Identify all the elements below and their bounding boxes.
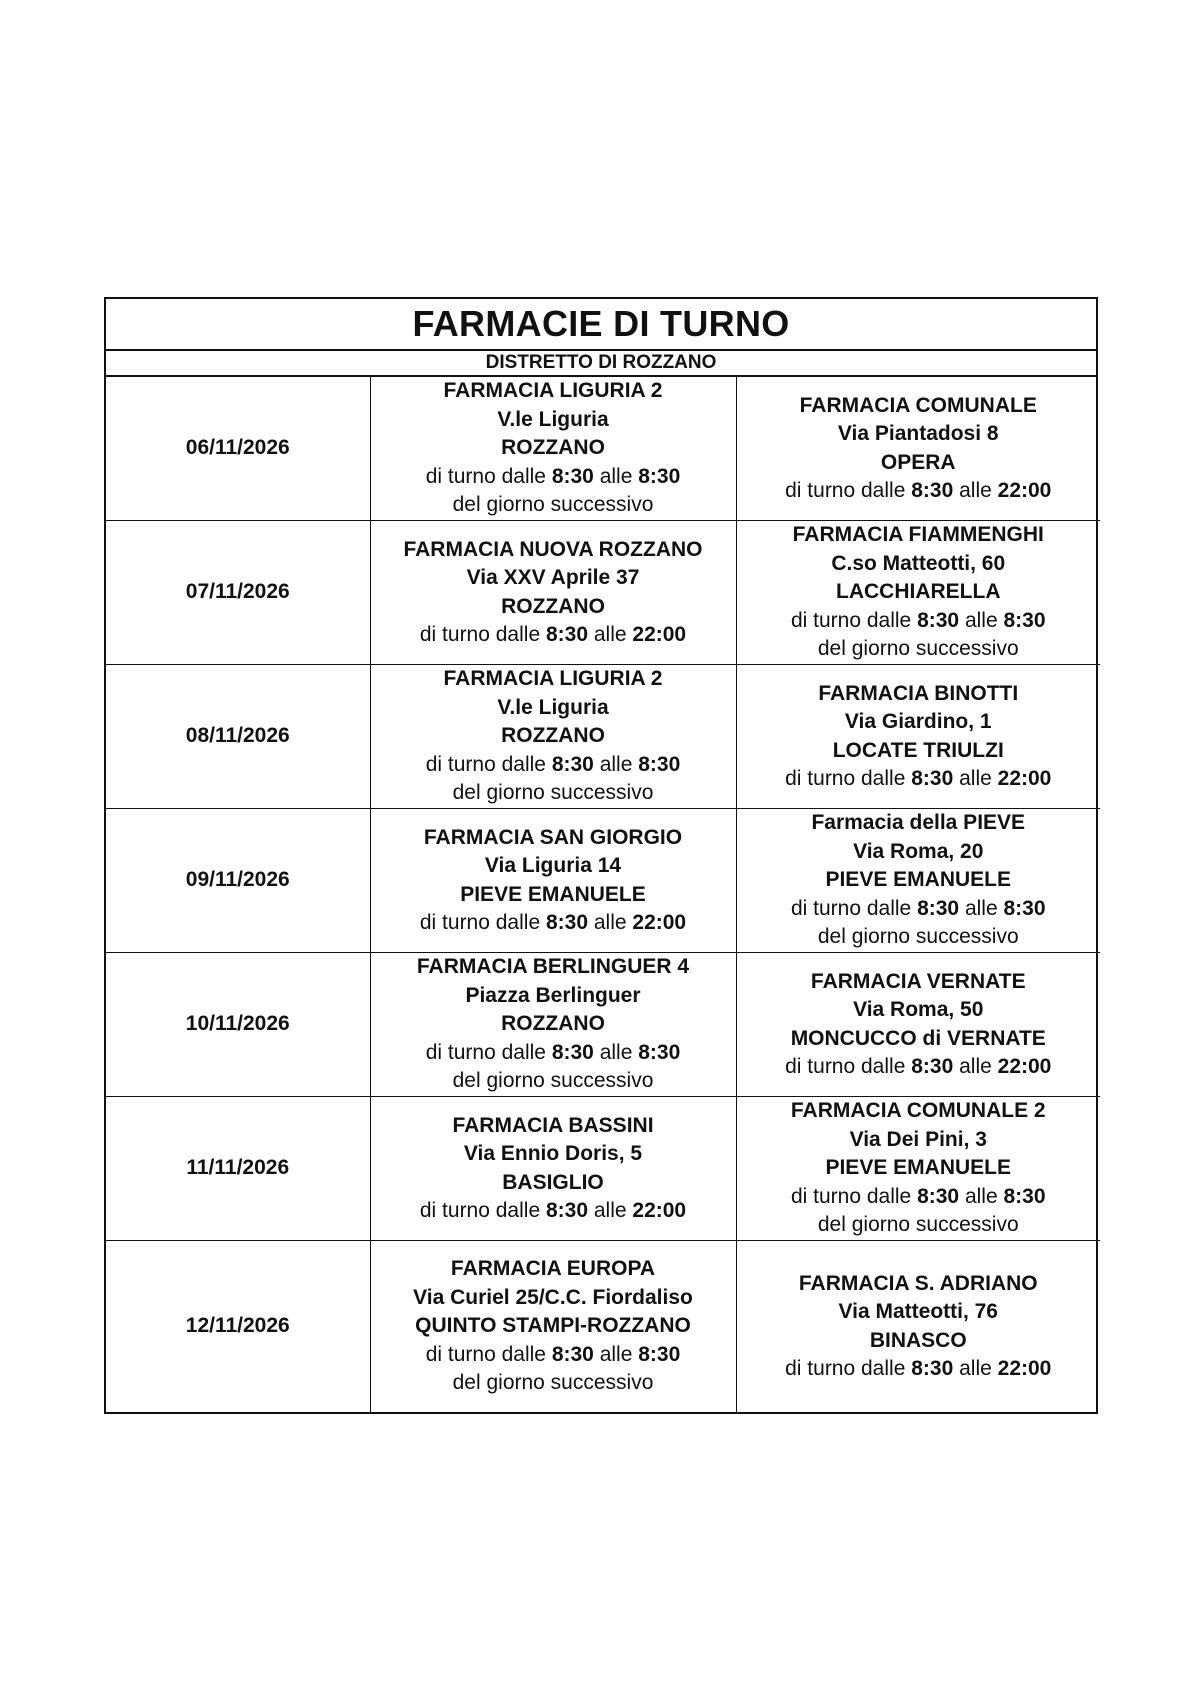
- pharmacy-name: FARMACIA SAN GIORGIO: [423, 825, 683, 849]
- hours-note: del giorno successivo: [817, 925, 1019, 949]
- pharmacy-name: FARMACIA NUOVA ROZZANO: [403, 537, 703, 561]
- pharmacy-cell: [370, 809, 736, 953]
- hours-prefix: di turno dalle: [419, 623, 541, 646]
- hours-prefix: di turno dalle: [425, 1342, 546, 1366]
- pharmacy-address: Via Piantadosi 8: [837, 422, 999, 445]
- hours-to: 8:30: [638, 1342, 681, 1366]
- pharmacy-name: FARMACIA FIAMMENGHI: [792, 523, 1044, 547]
- hours-to: 8:30: [1003, 1184, 1046, 1208]
- table-row: [106, 521, 1100, 665]
- hours-mid: alle: [593, 1199, 627, 1222]
- opening-hours: [737, 895, 1101, 924]
- hours-note: del giorno successivo: [452, 1371, 654, 1395]
- date-cell: 06/11/2026: [106, 377, 370, 521]
- opening-hours: [371, 621, 736, 650]
- pharmacy-cell: [736, 665, 1100, 809]
- hours-from: 8:30: [551, 1040, 594, 1064]
- pharmacy-cell: [370, 521, 736, 665]
- pharmacy-address: Via Dei Pini, 3: [849, 1127, 987, 1151]
- hours-from: 8:30: [545, 1199, 588, 1222]
- pharmacy-city: PIEVE EMANUELE: [825, 1156, 1012, 1180]
- pharmacy-cell: [736, 809, 1100, 953]
- pharmacy-cell: [736, 521, 1100, 665]
- hours-from: 8:30: [917, 896, 960, 920]
- pharmacy-address: Via Roma, 20: [853, 839, 984, 863]
- hours-from: 8:30: [911, 479, 954, 502]
- pharmacy-name: FARMACIA COMUNALE 2: [790, 1099, 1046, 1123]
- pharmacy-address: Via Curiel 25/C.C. Fiordaliso: [413, 1285, 693, 1309]
- hours-from: 8:30: [545, 623, 588, 646]
- pharmacy-address: V.le Liguria: [497, 407, 609, 431]
- hours-to: 22:00: [632, 623, 687, 646]
- hours-prefix: di turno dalle: [790, 896, 912, 920]
- hours-to: 22:00: [997, 479, 1052, 502]
- hours-to: 8:30: [638, 1040, 681, 1064]
- pharmacy-name: FARMACIA VERNATE: [810, 969, 1026, 993]
- hours-from: 8:30: [545, 911, 588, 934]
- schedule-table: [106, 377, 1100, 1412]
- opening-hours: [371, 1039, 736, 1068]
- hours-prefix: di turno dalle: [790, 1184, 912, 1208]
- opening-hours: [371, 751, 736, 780]
- hours-prefix: di turno dalle: [785, 767, 906, 790]
- table-row: [106, 1097, 1100, 1241]
- pharmacy-name: FARMACIA BASSINI: [452, 1113, 654, 1137]
- pharmacy-schedule-sheet: [104, 297, 1098, 1414]
- hours-from: 8:30: [551, 1342, 594, 1366]
- opening-hours: [737, 607, 1101, 636]
- date-cell: 10/11/2026: [106, 953, 370, 1097]
- hours-prefix: di turno dalle: [425, 752, 546, 776]
- pharmacy-name: FARMACIA LIGURIA 2: [443, 379, 663, 403]
- hours-prefix: di turno dalle: [785, 1357, 906, 1380]
- pharmacy-name: FARMACIA BERLINGUER 4: [416, 955, 690, 979]
- hours-to: 8:30: [638, 752, 681, 776]
- pharmacy-address: Via XXV Aprile 37: [466, 566, 640, 589]
- pharmacy-city: ROZZANO: [501, 1012, 605, 1036]
- pharmacy-city: MONCUCCO di VERNATE: [790, 1026, 1046, 1050]
- date-cell: 09/11/2026: [106, 809, 370, 953]
- hours-note: del giorno successivo: [452, 1069, 654, 1093]
- pharmacy-name: FARMACIA COMUNALE: [799, 393, 1037, 417]
- pharmacy-address: Via Ennio Doris, 5: [463, 1142, 643, 1165]
- hours-to: 8:30: [1003, 896, 1046, 920]
- hours-to: 22:00: [997, 1055, 1052, 1078]
- hours-from: 8:30: [911, 767, 954, 790]
- hours-mid: alle: [964, 896, 998, 920]
- table-row: [106, 377, 1100, 521]
- pharmacy-city: BASIGLIO: [502, 1170, 604, 1194]
- hours-from: 8:30: [551, 464, 594, 488]
- opening-hours: [371, 463, 736, 492]
- hours-prefix: di turno dalle: [425, 1040, 546, 1064]
- hours-to: 22:00: [997, 1357, 1052, 1380]
- hours-mid: alle: [599, 752, 633, 776]
- hours-from: 8:30: [551, 752, 594, 776]
- hours-from: 8:30: [917, 1184, 960, 1208]
- hours-from: 8:30: [911, 1055, 954, 1078]
- pharmacy-city: PIEVE EMANUELE: [825, 868, 1012, 892]
- hours-prefix: di turno dalle: [785, 479, 906, 502]
- pharmacy-city: LOCATE TRIULZI: [832, 738, 1004, 762]
- pharmacy-cell: [736, 1097, 1100, 1241]
- hours-to: 22:00: [632, 1199, 687, 1222]
- pharmacy-city: ROZZANO: [501, 436, 605, 460]
- hours-mid: alle: [593, 623, 627, 646]
- pharmacy-cell: [370, 377, 736, 521]
- pharmacy-name: FARMACIA S. ADRIANO: [798, 1271, 1038, 1295]
- hours-mid: alle: [959, 1357, 992, 1380]
- opening-hours: [737, 1053, 1101, 1082]
- pharmacy-city: OPERA: [880, 450, 956, 474]
- hours-from: 8:30: [911, 1357, 954, 1380]
- date-cell: 11/11/2026: [106, 1097, 370, 1241]
- pharmacy-address: Via Matteotti, 76: [838, 1300, 998, 1323]
- opening-hours: [737, 477, 1101, 506]
- pharmacy-address: Via Roma, 50: [853, 998, 984, 1021]
- pharmacy-cell: [370, 665, 736, 809]
- page-title: FARMACIE DI TURNO: [106, 299, 1096, 351]
- hours-mid: alle: [964, 1184, 998, 1208]
- hours-to: 8:30: [1003, 608, 1046, 632]
- pharmacy-address: Piazza Berlinguer: [465, 983, 641, 1007]
- pharmacy-cell: [370, 953, 736, 1097]
- pharmacy-cell: [736, 1241, 1100, 1413]
- pharmacy-address: C.so Matteotti, 60: [831, 551, 1006, 575]
- hours-from: 8:30: [917, 608, 960, 632]
- pharmacy-city: BINASCO: [869, 1328, 967, 1352]
- opening-hours: [371, 909, 736, 938]
- hours-to: 22:00: [632, 911, 687, 934]
- hours-prefix: di turno dalle: [419, 911, 541, 934]
- hours-mid: alle: [593, 911, 627, 934]
- pharmacy-address: V.le Liguria: [497, 695, 609, 719]
- hours-note: del giorno successivo: [817, 1213, 1019, 1237]
- hours-prefix: di turno dalle: [425, 464, 546, 488]
- pharmacy-name: Farmacia della PIEVE: [811, 811, 1026, 835]
- pharmacy-address: Via Liguria 14: [484, 854, 622, 877]
- pharmacy-city: ROZZANO: [501, 724, 605, 748]
- hours-prefix: di turno dalle: [785, 1055, 906, 1078]
- pharmacy-name: FARMACIA LIGURIA 2: [443, 667, 663, 691]
- pharmacy-address: Via Giardino, 1: [844, 710, 992, 733]
- hours-mid: alle: [959, 767, 992, 790]
- table-row: [106, 809, 1100, 953]
- hours-mid: alle: [959, 1055, 992, 1078]
- pharmacy-city: ROZZANO: [501, 594, 605, 618]
- hours-mid: alle: [959, 479, 992, 502]
- pharmacy-cell: [736, 377, 1100, 521]
- opening-hours: [371, 1197, 736, 1226]
- table-row: [106, 953, 1100, 1097]
- hours-mid: alle: [599, 464, 633, 488]
- opening-hours: [737, 1183, 1101, 1212]
- hours-note: del giorno successivo: [817, 637, 1019, 661]
- pharmacy-cell: [370, 1097, 736, 1241]
- hours-to: 8:30: [638, 464, 681, 488]
- district-subtitle: DISTRETTO DI ROZZANO: [106, 351, 1096, 377]
- pharmacy-city: PIEVE EMANUELE: [460, 882, 646, 906]
- hours-prefix: di turno dalle: [790, 608, 912, 632]
- pharmacy-cell: [736, 953, 1100, 1097]
- date-cell: 08/11/2026: [106, 665, 370, 809]
- pharmacy-cell: [370, 1241, 736, 1413]
- hours-note: del giorno successivo: [452, 493, 654, 517]
- table-row: [106, 665, 1100, 809]
- hours-prefix: di turno dalle: [419, 1199, 541, 1222]
- opening-hours: [371, 1341, 736, 1370]
- pharmacy-name: FARMACIA BINOTTI: [818, 681, 1019, 705]
- hours-mid: alle: [599, 1342, 633, 1366]
- opening-hours: [737, 1355, 1101, 1384]
- hours-note: del giorno successivo: [452, 781, 654, 805]
- schedule-body: [106, 377, 1100, 1412]
- hours-to: 22:00: [997, 767, 1052, 790]
- pharmacy-name: FARMACIA EUROPA: [450, 1257, 656, 1281]
- pharmacy-city: QUINTO STAMPI-ROZZANO: [415, 1314, 691, 1338]
- date-cell: 07/11/2026: [106, 521, 370, 665]
- table-row: [106, 1241, 1100, 1413]
- date-cell: 12/11/2026: [106, 1241, 370, 1413]
- opening-hours: [737, 765, 1101, 794]
- pharmacy-city: LACCHIARELLA: [836, 580, 1001, 604]
- hours-mid: alle: [964, 608, 998, 632]
- hours-mid: alle: [599, 1040, 633, 1064]
